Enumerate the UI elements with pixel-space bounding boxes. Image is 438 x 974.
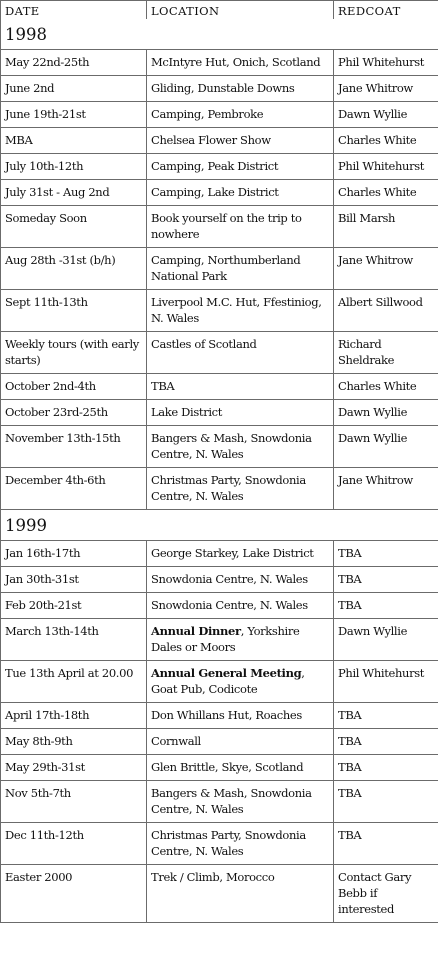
event-location: McIntyre Hut, Onich, Scotland [147, 50, 334, 76]
column-header-redcoat: REDCOAT [334, 1, 438, 20]
event-date: Weekly tours (with early starts) [1, 332, 147, 374]
year-heading: 1999 [1, 510, 438, 541]
event-location: Glen Brittle, Skye, Scotland [147, 755, 334, 781]
header-row [1, 1, 438, 20]
table-row [1, 206, 438, 248]
event-redcoat: Dawn Wyllie [334, 426, 438, 468]
column-header-location: LOCATION [147, 1, 334, 20]
event-redcoat: TBA [334, 729, 438, 755]
event-date: Easter 2000 [1, 865, 147, 923]
event-location-detail: , Yorkshire Dales or Moors [151, 624, 300, 654]
table-row [1, 823, 438, 865]
event-date: Feb 20th-21st [1, 593, 147, 619]
event-redcoat: Phil Whitehurst [334, 154, 438, 180]
event-date: May 29th-31st [1, 755, 147, 781]
event-redcoat: Jane Whitrow [334, 468, 438, 510]
event-location: TBA [147, 374, 334, 400]
event-location: George Starkey, Lake District [147, 541, 334, 567]
event-date: December 4th-6th [1, 468, 147, 510]
event-redcoat: Dawn Wyllie [334, 400, 438, 426]
table-row [1, 781, 438, 823]
event-redcoat: Dawn Wyllie [334, 102, 438, 128]
event-redcoat: Charles White [334, 374, 438, 400]
event-date: Nov 5th-7th [1, 781, 147, 823]
event-date: October 2nd-4th [1, 374, 147, 400]
event-redcoat: Bill Marsh [334, 206, 438, 248]
event-redcoat: TBA [334, 755, 438, 781]
event-location: Bangers & Mash, Snowdonia Centre, N. Wales [147, 426, 334, 468]
event-date: May 22nd-25th [1, 50, 147, 76]
event-redcoat: Charles White [334, 128, 438, 154]
event-date: Dec 11th-12th [1, 823, 147, 865]
table-row [1, 729, 438, 755]
event-redcoat: TBA [334, 781, 438, 823]
table-row [1, 865, 438, 923]
event-date: MBA [1, 128, 147, 154]
event-date: Jan 30th-31st [1, 567, 147, 593]
event-location: Snowdonia Centre, N. Wales [147, 593, 334, 619]
table-row [1, 50, 438, 76]
event-location: Gliding, Dunstable Downs [147, 76, 334, 102]
table-row [1, 180, 438, 206]
event-date: Someday Soon [1, 206, 147, 248]
event-date: Sept 11th-13th [1, 290, 147, 332]
event-location [147, 619, 334, 661]
event-location-highlight: Annual General Meeting [151, 666, 302, 680]
event-location: Christmas Party, Snowdonia Centre, N. Wales [147, 468, 334, 510]
event-location: Snowdonia Centre, N. Wales [147, 567, 334, 593]
table-row [1, 567, 438, 593]
event-redcoat: Jane Whitrow [334, 76, 438, 102]
event-location: Lake District [147, 400, 334, 426]
event-date: June 19th-21st [1, 102, 147, 128]
table-row [1, 541, 438, 567]
table-row [1, 290, 438, 332]
event-date: March 13th-14th [1, 619, 147, 661]
event-redcoat: Jane Whitrow [334, 248, 438, 290]
table-row [1, 703, 438, 729]
event-date: October 23rd-25th [1, 400, 147, 426]
table-row [1, 755, 438, 781]
table-row [1, 619, 438, 661]
event-date: June 2nd [1, 76, 147, 102]
event-location: Cornwall [147, 729, 334, 755]
event-redcoat: Contact Gary Bebb if interested [334, 865, 438, 923]
table-row [1, 248, 438, 290]
table-row [1, 593, 438, 619]
event-date: Tue 13th April at 20.00 [1, 661, 147, 703]
table-row [1, 426, 438, 468]
event-location: Camping, Lake District [147, 180, 334, 206]
table-row [1, 400, 438, 426]
table-row [1, 102, 438, 128]
event-location: Camping, Northumberland National Park [147, 248, 334, 290]
event-date: July 10th-12th [1, 154, 147, 180]
table-row [1, 468, 438, 510]
event-redcoat: Albert Sillwood [334, 290, 438, 332]
event-location-highlight: Annual Dinner [151, 624, 241, 638]
event-redcoat: TBA [334, 541, 438, 567]
event-location: Liverpool M.C. Hut, Ffestiniog, N. Wales [147, 290, 334, 332]
event-date: July 31st - Aug 2nd [1, 180, 147, 206]
year-row [1, 510, 438, 541]
event-redcoat: Charles White [334, 180, 438, 206]
event-location [147, 661, 334, 703]
event-redcoat: TBA [334, 703, 438, 729]
event-location: Christmas Party, Snowdonia Centre, N. Wales [147, 823, 334, 865]
event-location: Camping, Pembroke [147, 102, 334, 128]
event-date: November 13th-15th [1, 426, 147, 468]
event-location: Trek / Climb, Morocco [147, 865, 334, 923]
table-row [1, 661, 438, 703]
event-location: Don Whillans Hut, Roaches [147, 703, 334, 729]
event-location-detail: , Goat Pub, Codicote [151, 666, 305, 696]
event-redcoat: Phil Whitehurst [334, 50, 438, 76]
event-location: Book yourself on the trip to nowhere [147, 206, 334, 248]
table-row [1, 332, 438, 374]
event-location: Camping, Peak District [147, 154, 334, 180]
event-location: Castles of Scotland [147, 332, 334, 374]
event-redcoat: TBA [334, 823, 438, 865]
table-row [1, 154, 438, 180]
event-location: Bangers & Mash, Snowdonia Centre, N. Wales [147, 781, 334, 823]
event-date: April 17th-18th [1, 703, 147, 729]
table-row [1, 76, 438, 102]
table-row [1, 128, 438, 154]
event-location: Chelsea Flower Show [147, 128, 334, 154]
event-date: May 8th-9th [1, 729, 147, 755]
table-row [1, 374, 438, 400]
year-heading: 1998 [1, 19, 438, 50]
event-redcoat: TBA [334, 593, 438, 619]
column-header-date: DATE [1, 1, 147, 20]
event-redcoat: TBA [334, 567, 438, 593]
event-date: Aug 28th -31st (b/h) [1, 248, 147, 290]
event-date: Jan 16th-17th [1, 541, 147, 567]
event-redcoat: Richard Sheldrake [334, 332, 438, 374]
event-redcoat: Dawn Wyllie [334, 619, 438, 661]
event-redcoat: Phil Whitehurst [334, 661, 438, 703]
year-row [1, 19, 438, 50]
schedule-body [1, 19, 438, 923]
